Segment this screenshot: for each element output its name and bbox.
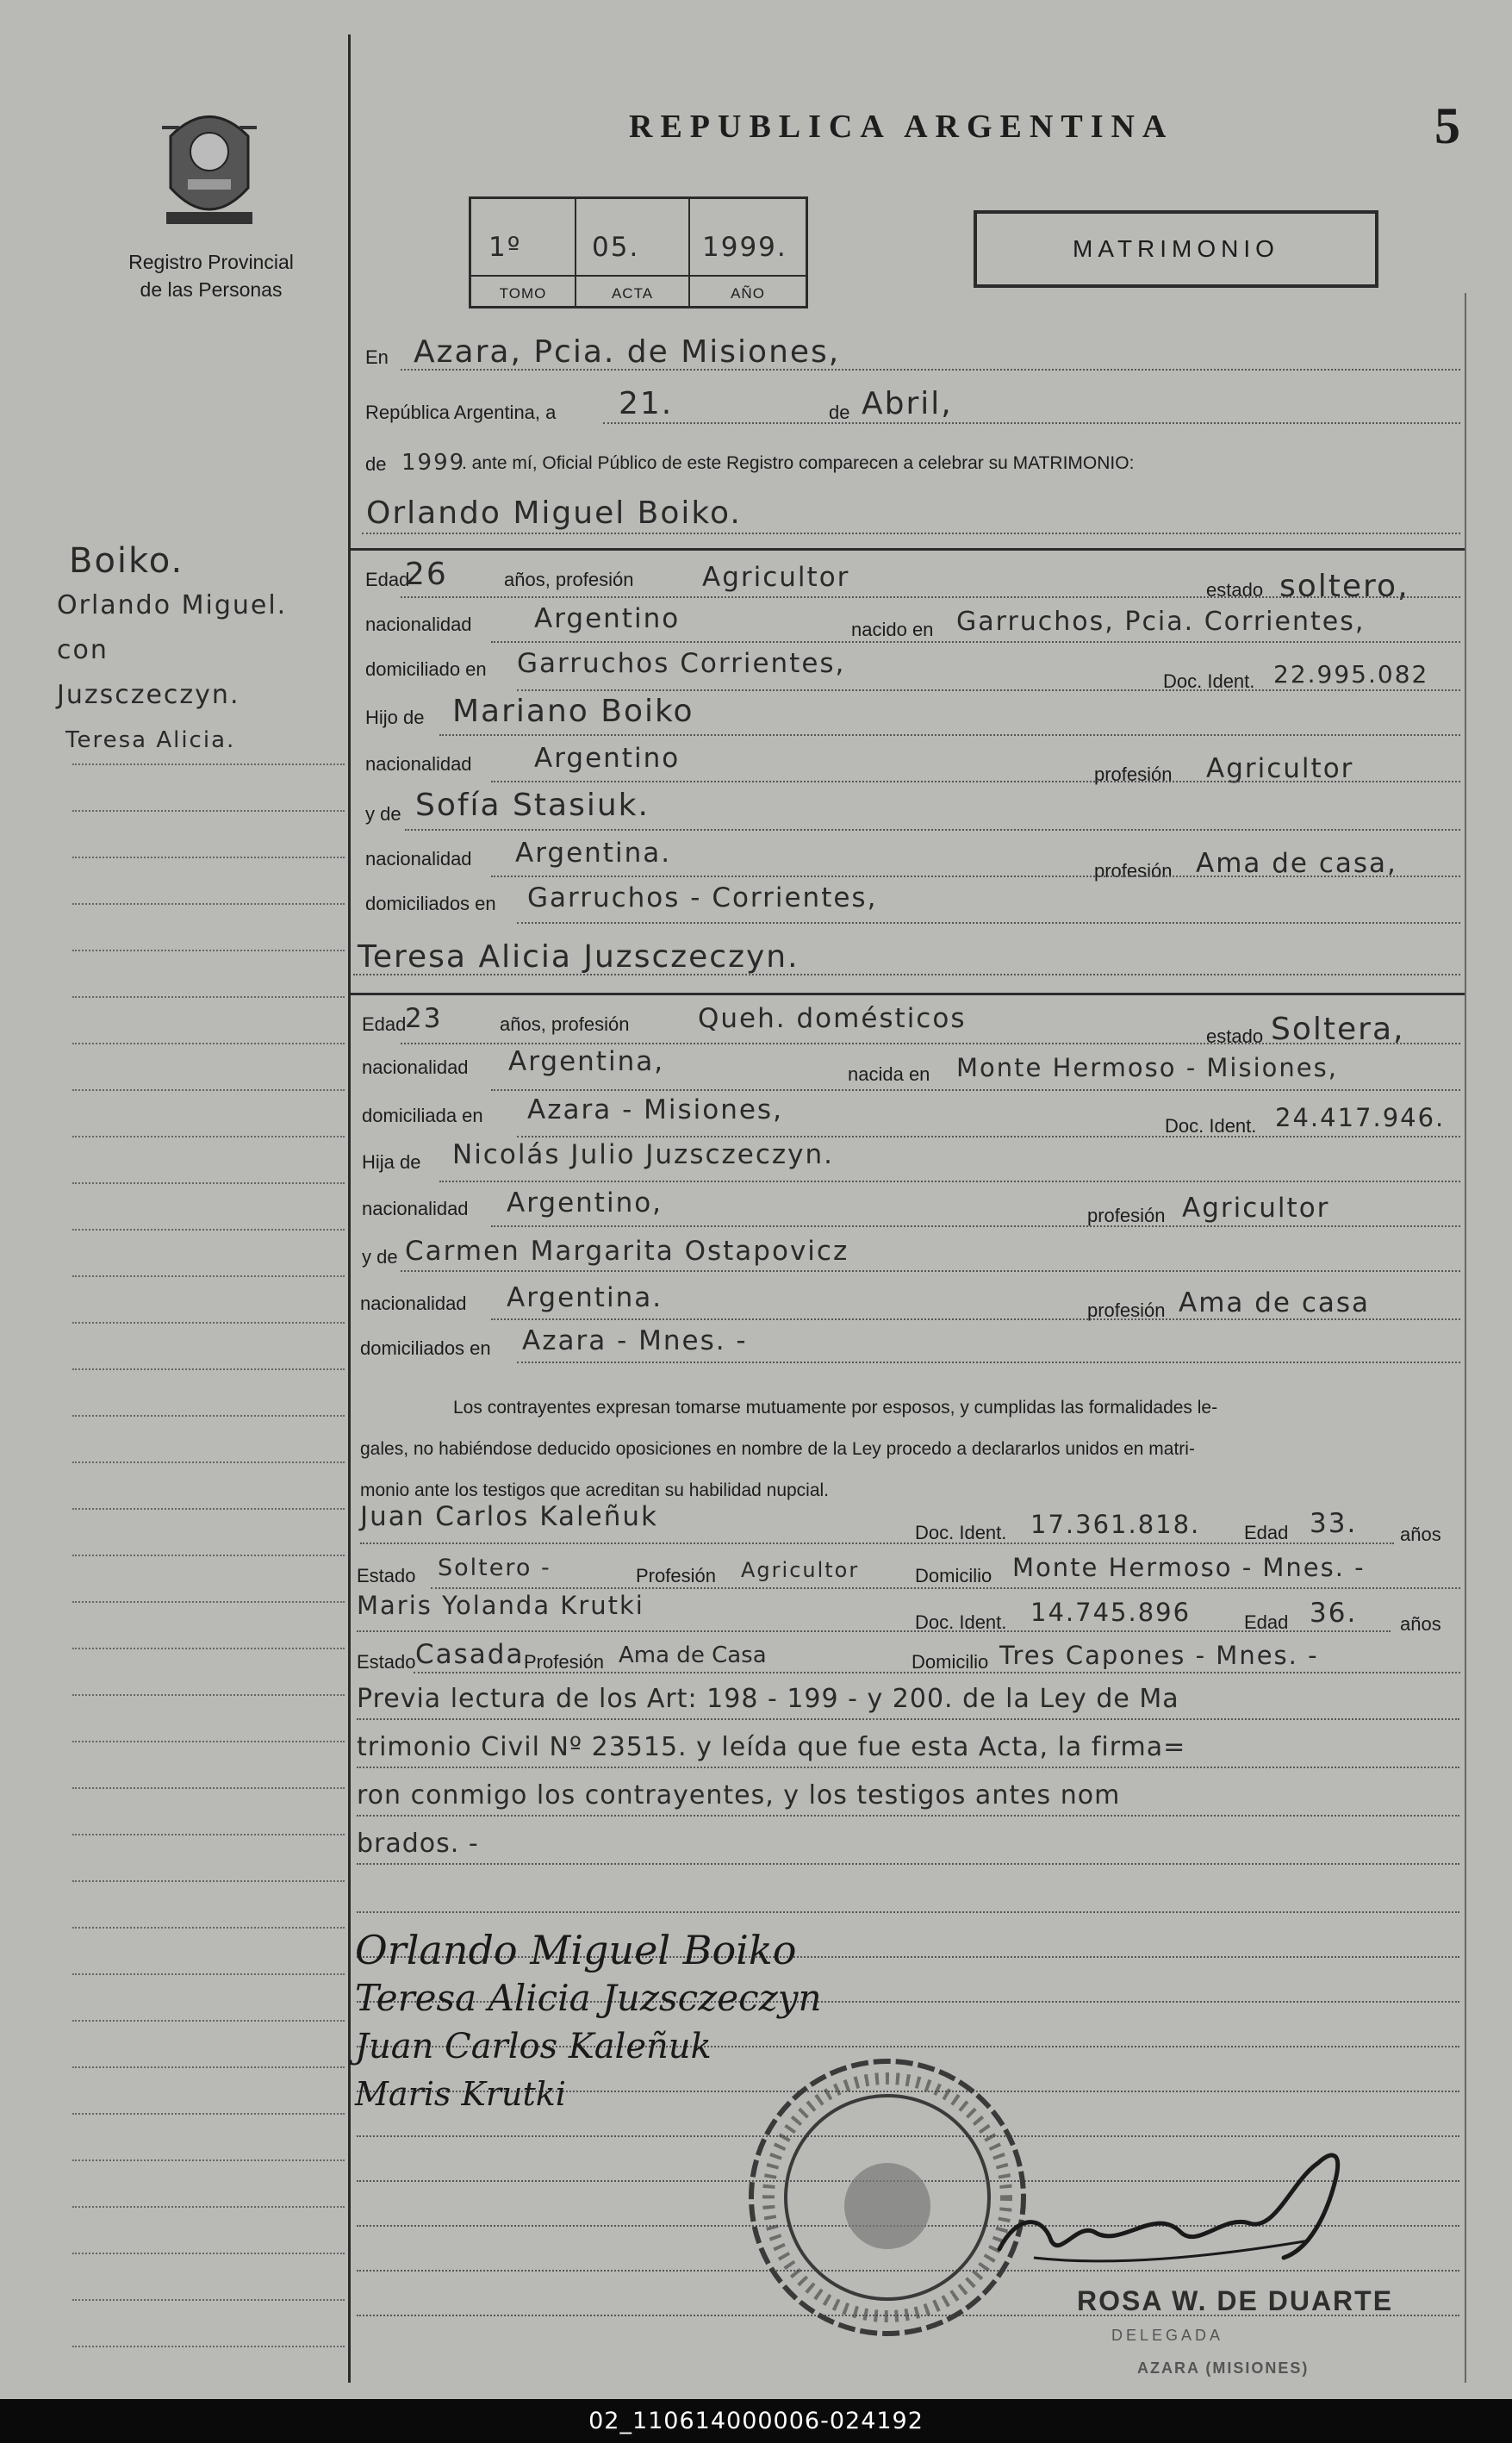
groom-nationality: Argentino	[534, 603, 681, 634]
groom-nacido-label: nacido en	[851, 619, 934, 640]
intro-de-label: de	[829, 402, 850, 423]
margin-rule-row	[72, 1648, 345, 1649]
bride-nacida-label: nacida en	[848, 1063, 930, 1085]
bride-line1	[401, 1043, 1460, 1044]
bride-doc-label: Doc. Ident.	[1165, 1115, 1257, 1137]
margin-rule-row	[72, 2299, 345, 2301]
closing-line4: brados. -	[357, 1829, 479, 1859]
groom-profession: Agricultor	[702, 562, 850, 593]
witness1-prof: Agricultor	[741, 1558, 860, 1582]
intro-month: Abril,	[862, 386, 953, 421]
closing-line1: Previa lectura de los Art: 198 - 199 - y 200. de la Ley de Ma	[357, 1684, 1179, 1714]
bride-mother: Carmen Margarita Ostapovicz	[405, 1236, 849, 1267]
witness2-estado: Casada	[415, 1639, 525, 1670]
witness1-age: 33.	[1310, 1508, 1358, 1539]
bride-doc: 24.417.946.	[1275, 1103, 1446, 1132]
country-title: REPUBLICA ARGENTINA	[629, 109, 1174, 145]
margin-note-line5: Teresa Alicia.	[65, 727, 236, 753]
margin-rule-left	[348, 34, 351, 2383]
margin-rule-row	[72, 1089, 345, 1091]
record-box-underline	[471, 275, 806, 277]
margin-rule-row	[72, 2346, 345, 2347]
witness2-prof: Ama de Casa	[619, 1642, 767, 1668]
intro-year: 1999	[401, 450, 466, 476]
closing-rule	[357, 1767, 1459, 1768]
groom-mother-prof-label: profesión	[1094, 860, 1173, 882]
bride-father: Nicolás Julio Juzsczeczyn.	[452, 1139, 835, 1170]
margin-rule-row	[72, 1694, 345, 1696]
bride-age: 23	[405, 1003, 443, 1034]
margin-rule-row	[72, 1741, 345, 1742]
bride-domicile: Azara - Misiones,	[527, 1094, 783, 1125]
margin-rule-row	[72, 2113, 345, 2115]
bride-mother-prof: Ama de casa	[1179, 1287, 1371, 1318]
margin-rule-row	[72, 2206, 345, 2208]
bride-yde-label: y de	[362, 1246, 398, 1268]
bride-line8	[517, 1362, 1460, 1363]
groom-father: Mariano Boiko	[452, 694, 694, 729]
footer-bar	[0, 2399, 1512, 2443]
margin-rule-row	[72, 903, 345, 905]
margin-note-line1: Boiko.	[69, 541, 184, 581]
margin-rule-row	[72, 2066, 345, 2068]
registry-name	[95, 248, 327, 303]
signature-bride: Teresa Alicia Juzsczeczyn	[355, 1977, 822, 2019]
margin-rule-row	[72, 1182, 345, 1184]
bride-line3	[517, 1136, 1460, 1137]
groom-doc: 22.995.082	[1273, 660, 1429, 689]
witness1-anos-label: años	[1400, 1524, 1441, 1545]
bride-father-prof: Agricultor	[1182, 1193, 1330, 1224]
margin-rule-row	[72, 1787, 345, 1789]
witness1-name: Juan Carlos Kaleñuk	[360, 1501, 658, 1532]
bride-anos-label: años, profesión	[500, 1013, 630, 1035]
closing-rule	[357, 1911, 1459, 1913]
margin-rule-row	[72, 1275, 345, 1277]
page-number: 5	[1434, 97, 1460, 154]
witness2-prof-label: Profesión	[524, 1651, 604, 1673]
bride-name-line	[353, 974, 1460, 975]
intro-en-label: En	[365, 346, 389, 368]
closing-line2: trimonio Civil Nº 23515. y leída que fue esta Acta, la firma=	[357, 1732, 1186, 1762]
groom-name: Orlando Miguel Boiko.	[366, 495, 742, 531]
record-box	[469, 196, 808, 308]
margin-rule-row	[72, 1555, 345, 1556]
anio-label: AÑO	[731, 285, 765, 302]
declaration-text	[360, 1387, 1459, 1511]
witness2-domicile: Tres Capones - Mnes. -	[999, 1641, 1319, 1670]
groom-mother-prof: Ama de casa,	[1196, 848, 1397, 879]
margin-rule-row	[72, 1880, 345, 1882]
intro-year-prefix: de	[365, 453, 387, 475]
groom-estado-label: estado	[1206, 579, 1264, 601]
registry-line2: de las Personas	[140, 278, 283, 301]
bride-hija-label: Hija de	[362, 1151, 421, 1173]
closing-text	[357, 1675, 1464, 1868]
groom-father-nat-label: nacionalidad	[365, 753, 472, 775]
closing-rule	[357, 1863, 1459, 1865]
witness1-edad-label: Edad	[1244, 1522, 1289, 1543]
margin-rule-row	[72, 1601, 345, 1603]
margin-rule-row	[72, 1415, 345, 1417]
groom-father-prof: Agricultor	[1206, 753, 1354, 784]
witness1-dom-label: Domicilio	[915, 1565, 992, 1586]
bride-nat-label: nacionalidad	[362, 1056, 469, 1078]
groom-mother-nat: Argentina.	[515, 838, 672, 869]
bride-edad-label: Edad	[362, 1013, 407, 1035]
bride-father-nat: Argentino,	[507, 1187, 663, 1218]
margin-rule-row	[72, 2253, 345, 2254]
declaration-line2: gales, no habiéndose deducido oposiciones en nombre de la Ley procedo a declararlos unidos en matri-	[360, 1439, 1195, 1459]
groom-yde-label: y de	[365, 803, 401, 825]
intro-place: Azara, Pcia. de Misiones,	[414, 334, 841, 370]
bride-name: Teresa Alicia Juzsczeczyn.	[358, 939, 800, 975]
margin-rule-row	[72, 1322, 345, 1324]
bride-section-rule	[348, 993, 1465, 995]
witness1-prof-label: Profesión	[636, 1565, 716, 1586]
declaration-line1: Los contrayentes expresan tomarse mutuamente por esposos, y cumplidas las formalidades le-	[453, 1398, 1218, 1418]
bride-line4	[439, 1181, 1460, 1182]
groom-line4	[439, 734, 1460, 736]
groom-name-line	[362, 533, 1460, 534]
intro-statement: . ante mí, Oficial Público de este Registro comparecen a celebrar su MATRIMONIO:	[462, 453, 1135, 473]
witness2-line2	[414, 1672, 1460, 1673]
bride-parents-dom: Azara - Mnes. -	[522, 1325, 748, 1356]
groom-mother-nat-label: nacionalidad	[365, 848, 472, 869]
margin-rule-row	[72, 1229, 345, 1231]
groom-line3	[517, 689, 1460, 691]
bride-mother-nat: Argentina.	[507, 1282, 663, 1313]
act-type-box	[974, 210, 1378, 288]
groom-line8	[517, 922, 1460, 924]
coat-of-arms-icon	[153, 102, 265, 231]
margin-note	[57, 539, 341, 763]
groom-mother: Sofía Stasiuk.	[415, 788, 650, 823]
anio-cell	[690, 199, 806, 306]
witness2-line1	[357, 1630, 1391, 1632]
margin-rule-row	[72, 1508, 345, 1510]
margin-rule-row	[72, 810, 345, 812]
margin-rule-row	[72, 2159, 345, 2161]
groom-hijo-label: Hijo de	[365, 707, 425, 728]
bride-mother-nat-label: nacionalidad	[360, 1293, 467, 1314]
intro-date-line	[603, 422, 1460, 424]
bride-father-nat-label: nacionalidad	[362, 1198, 469, 1219]
witness1-doc-label: Doc. Ident.	[915, 1522, 1007, 1543]
margin-rule-row	[72, 996, 345, 998]
signature-groom: Orlando Miguel Boiko	[355, 1927, 797, 1973]
witness1-domicile: Monte Hermoso - Mnes. -	[1012, 1553, 1366, 1582]
bride-line5	[491, 1225, 1460, 1227]
footer-image-id: 02_110614000006-024192	[588, 2408, 924, 2434]
groom-birthplace: Garruchos, Pcia. Corrientes,	[956, 607, 1366, 637]
intro-day: 21.	[619, 386, 674, 421]
tomo-label: TOMO	[499, 285, 547, 302]
witness1-estado: Soltero -	[438, 1555, 551, 1581]
bride-line6	[401, 1270, 1460, 1272]
margin-rule-right	[1465, 293, 1466, 2383]
groom-estado: soltero,	[1279, 569, 1409, 604]
official-name: ROSA W. DE DUARTE	[1077, 2285, 1394, 2316]
margin-rule-row	[72, 1834, 345, 1835]
margin-rule-row	[72, 1136, 345, 1137]
groom-father-nat: Argentino	[534, 743, 681, 774]
bride-line2	[491, 1089, 1460, 1091]
groom-line7	[491, 876, 1460, 877]
bride-nationality: Argentina,	[508, 1046, 665, 1077]
groom-domicile: Garruchos Corrientes,	[517, 648, 846, 679]
witness2-estado-label: Estado	[357, 1651, 416, 1673]
groom-line5	[491, 781, 1460, 782]
groom-section-rule	[348, 548, 1465, 551]
margin-rule-row	[72, 857, 345, 858]
registry-line1: Registro Provincial	[128, 251, 294, 273]
witness1-line2	[431, 1587, 1460, 1589]
acta-cell	[576, 199, 690, 306]
witness1-estado-label: Estado	[357, 1565, 416, 1586]
witness1-line1	[360, 1542, 1394, 1544]
witness2-age: 36.	[1310, 1598, 1358, 1629]
groom-dom-label: domiciliado en	[365, 658, 487, 680]
declaration-line3: monio ante los testigos que acreditan su habilidad nupcial.	[360, 1480, 830, 1500]
official-place: AZARA (MISIONES)	[1137, 2359, 1310, 2377]
margin-rule-row	[72, 763, 345, 765]
closing-rule	[357, 1718, 1459, 1720]
witness1-doc: 17.361.818.	[1030, 1510, 1201, 1539]
bride-estado-label: estado	[1206, 1025, 1264, 1047]
witness2-name: Maris Yolanda Krutki	[357, 1591, 644, 1620]
groom-line1	[401, 596, 1460, 598]
margin-rule-row	[72, 1973, 345, 1975]
groom-father-prof-label: profesión	[1094, 763, 1173, 785]
bride-dom-label: domiciliada en	[362, 1105, 483, 1126]
margin-rule-row	[72, 950, 345, 951]
bride-mother-prof-label: profesión	[1087, 1299, 1166, 1321]
witness2-anos-label: años	[1400, 1613, 1441, 1635]
bride-estado: Soltera,	[1271, 1012, 1405, 1047]
margin-note-line2: Orlando Miguel.	[57, 590, 288, 620]
bride-profession: Queh. domésticos	[698, 1003, 967, 1034]
witness2-dom-label: Domicilio	[912, 1651, 989, 1673]
signature-witness2: Maris Krutki	[355, 2075, 566, 2113]
groom-nat-label: nacionalidad	[365, 614, 472, 635]
intro-republica-label: República Argentina, a	[365, 402, 557, 423]
witness2-edad-label: Edad	[1244, 1611, 1289, 1633]
groom-age: 26	[405, 557, 448, 592]
anio-value: 1999.	[702, 232, 787, 263]
tomo-cell	[471, 199, 576, 306]
margin-rule-row	[72, 1927, 345, 1929]
bride-birthplace: Monte Hermoso - Misiones,	[956, 1053, 1338, 1082]
groom-anos-label: años, profesión	[504, 569, 634, 590]
groom-doc-label: Doc. Ident.	[1163, 670, 1255, 692]
groom-line6	[405, 829, 1460, 831]
margin-note-line3: con	[57, 635, 109, 665]
bride-parents-dom-label: domiciliados en	[360, 1337, 491, 1359]
margin-rule-row	[72, 1368, 345, 1370]
margin-rule-row	[72, 1043, 345, 1044]
closing-line3: ron conmigo los contrayentes, y los testigos antes nom	[357, 1780, 1121, 1810]
act-type: MATRIMONIO	[1073, 235, 1279, 262]
margin-rule-row	[72, 2020, 345, 2022]
groom-edad-label: Edad	[365, 569, 410, 590]
acta-value: 05.	[592, 232, 640, 263]
witness2-doc: 14.745.896	[1030, 1598, 1192, 1627]
signature-witness1: Juan Carlos Kaleñuk	[355, 2027, 712, 2066]
bride-father-prof-label: profesión	[1087, 1205, 1166, 1226]
groom-parents-dom-label: domiciliados en	[365, 893, 496, 914]
margin-rule-row	[72, 1461, 345, 1463]
acta-label: ACTA	[611, 285, 654, 302]
groom-parents-dom: Garruchos - Corrientes,	[527, 882, 878, 913]
tomo-value: 1º	[488, 232, 522, 263]
witness2-doc-label: Doc. Ident.	[915, 1611, 1007, 1633]
bride-line7	[491, 1318, 1460, 1320]
margin-note-line4: Juzsczeczyn.	[57, 680, 240, 710]
closing-rule	[357, 1815, 1459, 1817]
official-title: DELEGADA	[1111, 2327, 1224, 2344]
groom-line2	[491, 641, 1460, 643]
intro-place-line	[401, 369, 1460, 371]
official-signature-icon	[982, 2128, 1361, 2284]
